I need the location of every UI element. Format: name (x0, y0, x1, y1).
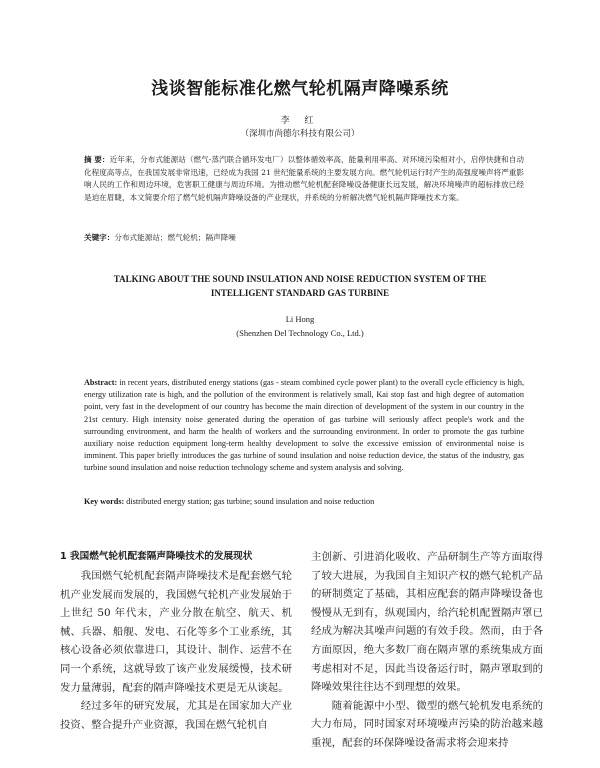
body-paragraph: 我国燃气轮机配套隔声降噪技术是配套燃气轮机产业发展而发展的，我国燃气轮机产业发展始于上世纪 50 年代末，产业分散在航空、航天、机械、兵器、船舰、发电、石化等多个工业系统，其核心设备必须依靠进口，其设计、制作、运营不在同一个系统，这就导致了该产业发展缓慢，技术研发力量薄弱，配套的隔声降噪技术更是无从谈起。 (60, 570, 292, 694)
abstract-cn-label: 摘 要： (84, 155, 110, 164)
abstract-cn (84, 154, 524, 204)
affiliation-cn: （深圳市尚德尔科技有限公司） (240, 129, 360, 139)
keywords-cn (84, 232, 524, 243)
affiliation-en: (Shenzhen Del Technology Co., Ltd.) (236, 328, 364, 338)
body-paragraph-continued: 主创新、引进消化吸收、产品研制生产等方面取得了较大进展，为我国自主知识产权的燃气轮机产品的研制奠定了基础，其相应配套的隔声降噪设备也慢慢从无到有，纵观国内，给汽轮机配置隔声罩已经成为解决其噪声问题的有效手段。然而，由于各方面原因，绝大多数厂商在隔声罩的系统集成方面考虑相对不足，因此当设备运行时，隔声罩取到的降噪效果往往达不到理想的效果。 (311, 551, 543, 694)
body-paragraph: 经过多年的研究发展，尤其是在国家加大产业投资、整合提升产业资源，我国在燃气轮机自 (60, 700, 292, 731)
paper-title-en: TALKING ABOUT THE SOUND INSULATION AND NOISE REDUCTION SYSTEM OF THE INTELLIGENT STANDARD GAS TURBINE (113, 274, 487, 298)
keywords-en-text: distributed energy station; gas turbine; sound insulation and noise reduction (126, 497, 375, 506)
abstract-en-text: in recent years, distributed energy stations (gas - steam combined cycle power plant) to the overall cycle efficiency is high, energy utilization rate is high, and the pollution of the environment is relatively small, Kai stop fast and high degree of automation point, very fast in the development of our country has become the main direction of development of the system in our country in the 21st century. High intensity noise generated during the operation of gas turbine will seriously affect people's work and the surrounding environment, and harm the health of workers and the surrounding environment. In order to promote the gas turbine auxiliary noise reduction equipment long-term healthy development to solve the excessive emission of environmental noise is imminent. This paper briefly introduces the gas turbine of sound insulation and noise reduction device, the status of the industry, gas turbine sound insulation and noise reduction technology scheme and system analysis and solving. (84, 378, 524, 473)
keywords-en-label: Key words: (84, 497, 125, 506)
body-column-left (60, 548, 292, 734)
author-cn: 李 红 (280, 116, 320, 126)
abstract-en-label: Abstract: (84, 378, 118, 387)
abstract-en (84, 377, 524, 475)
paper-title-cn: 浅谈智能标准化燃气轮机隔声降噪系统 (151, 79, 449, 99)
keywords-cn-text: 分布式能源站；燃气轮机；隔声降噪 (114, 233, 236, 242)
keywords-en (84, 497, 524, 506)
keywords-cn-label: 关键字： (84, 233, 115, 242)
author-en: Li Hong (285, 314, 315, 324)
abstract-cn-text: 近年来，分布式能源站（燃气-蒸汽联合循环发电厂）以整体循效率高，能量利用率高、对环境污染相对小，启停快捷和自动化程度高等点，在我国发展非常迅速，已经成为我国 21 世纪能量系统的主要发展方向。燃气轮机运行时产生的高强度噪声将严重影响人民的工作和周边环境，危害职工健康与周边环境。为推动燃气轮机配套降噪设备健康长远发展，解决环境噪声的超标排放已经是迫在眉睫，本文简要介绍了燃气轮机隔声降噪设备的产业现状，并系统的分析解决燃气轮机隔声降噪技术方案。 (84, 155, 524, 202)
section-heading: 1 我国燃气轮机配套隔声降噪技术的发展现状 (60, 551, 253, 562)
body-paragraph: 随着能源中小型、微型的燃气轮机发电系统的大力布局，同时国家对环境噪声污染的防治越来越重视，配套的环保降噪设备需求将会迎来持 (311, 699, 543, 749)
body-column-right (311, 548, 543, 753)
